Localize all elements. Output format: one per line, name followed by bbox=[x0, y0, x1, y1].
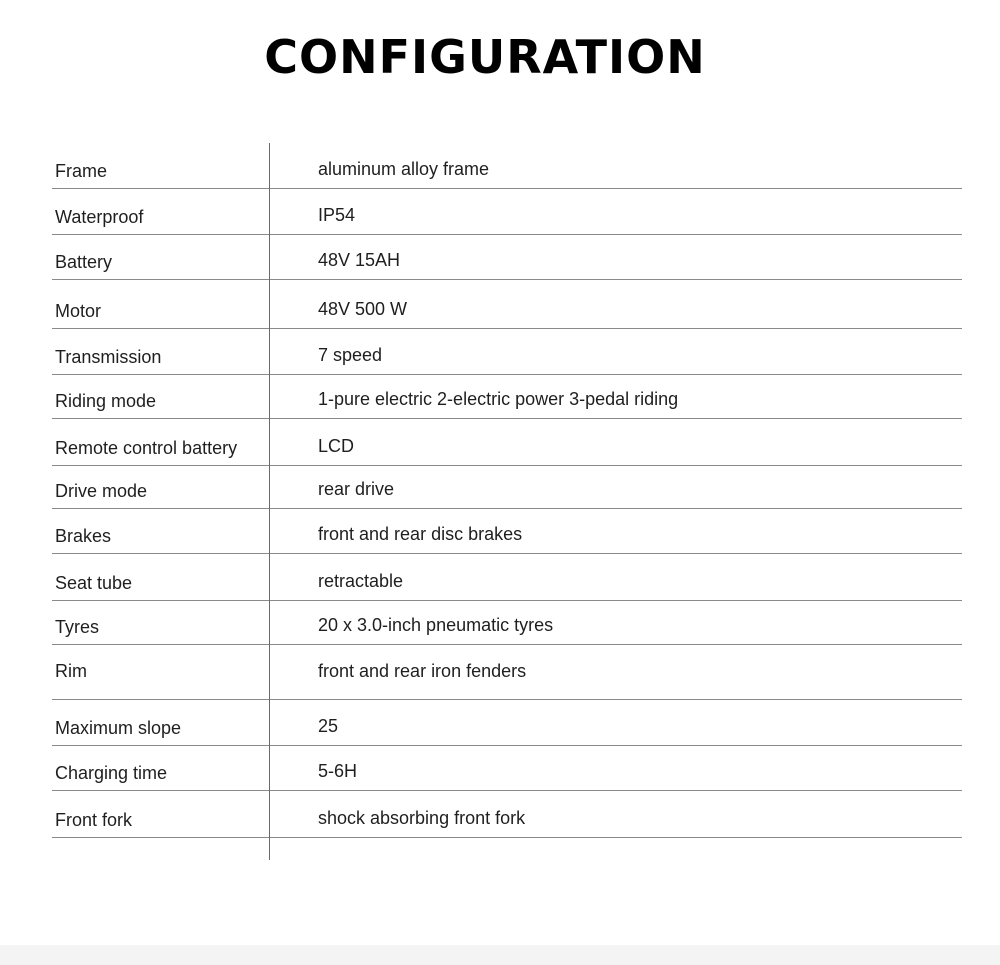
spec-label: Front fork bbox=[55, 810, 133, 830]
spec-label: Battery bbox=[55, 252, 113, 272]
spec-label: Transmission bbox=[55, 347, 162, 367]
spec-value: 7 speed bbox=[318, 345, 383, 365]
spec-row-waterproof bbox=[52, 189, 962, 235]
spec-label: Tyres bbox=[55, 617, 100, 637]
spec-row-remote-control-battery bbox=[52, 419, 962, 466]
spec-label: Drive mode bbox=[55, 481, 148, 501]
spec-value: LCD bbox=[318, 436, 355, 456]
spec-value: retractable bbox=[318, 571, 404, 591]
spec-label: Charging time bbox=[55, 763, 168, 783]
spec-row-frame bbox=[52, 143, 962, 189]
spec-row-transmission bbox=[52, 329, 962, 375]
spec-row-front-fork bbox=[52, 791, 962, 838]
spec-row-maximum-slope bbox=[52, 700, 962, 746]
spec-label: Seat tube bbox=[55, 573, 133, 593]
spec-value: rear drive bbox=[318, 479, 395, 499]
spec-label: Frame bbox=[55, 161, 108, 181]
spec-row-seat-tube bbox=[52, 554, 962, 601]
spec-table bbox=[52, 143, 972, 860]
spec-value: shock absorbing front fork bbox=[318, 808, 526, 828]
spec-value: 20 x 3.0-inch pneumatic tyres bbox=[318, 615, 554, 635]
spec-value: 25 bbox=[318, 716, 339, 736]
spec-row-battery bbox=[52, 235, 962, 280]
spec-value: IP54 bbox=[318, 205, 356, 225]
spec-label: Maximum slope bbox=[55, 718, 182, 738]
bottom-band bbox=[0, 945, 1000, 965]
spec-label: Brakes bbox=[55, 526, 112, 546]
spec-label: Remote control battery bbox=[55, 438, 238, 458]
spec-value: aluminum alloy frame bbox=[318, 159, 490, 179]
column-divider bbox=[269, 143, 270, 860]
spec-value: 48V 500 W bbox=[318, 299, 408, 319]
spec-label: Waterproof bbox=[55, 207, 144, 227]
spec-value: 1-pure electric 2-electric power 3-pedal riding bbox=[318, 389, 679, 409]
spec-row-rim bbox=[52, 645, 962, 700]
spec-label: Rim bbox=[55, 661, 87, 681]
spec-label: Riding mode bbox=[55, 391, 157, 411]
spec-value: 48V 15AH bbox=[318, 250, 401, 270]
spec-value: 5-6H bbox=[318, 761, 358, 781]
spec-row-charging-time bbox=[52, 746, 962, 791]
spec-label: Motor bbox=[55, 301, 102, 321]
spec-row-drive-mode bbox=[52, 466, 962, 509]
spec-row-riding-mode bbox=[52, 375, 962, 419]
spec-row-brakes bbox=[52, 509, 962, 554]
spec-value: front and rear disc brakes bbox=[318, 524, 523, 544]
page-title: CONFIGURATION bbox=[264, 30, 706, 84]
spec-row-tyres bbox=[52, 601, 962, 645]
spec-value: front and rear iron fenders bbox=[318, 661, 527, 681]
spec-row-motor bbox=[52, 280, 962, 329]
